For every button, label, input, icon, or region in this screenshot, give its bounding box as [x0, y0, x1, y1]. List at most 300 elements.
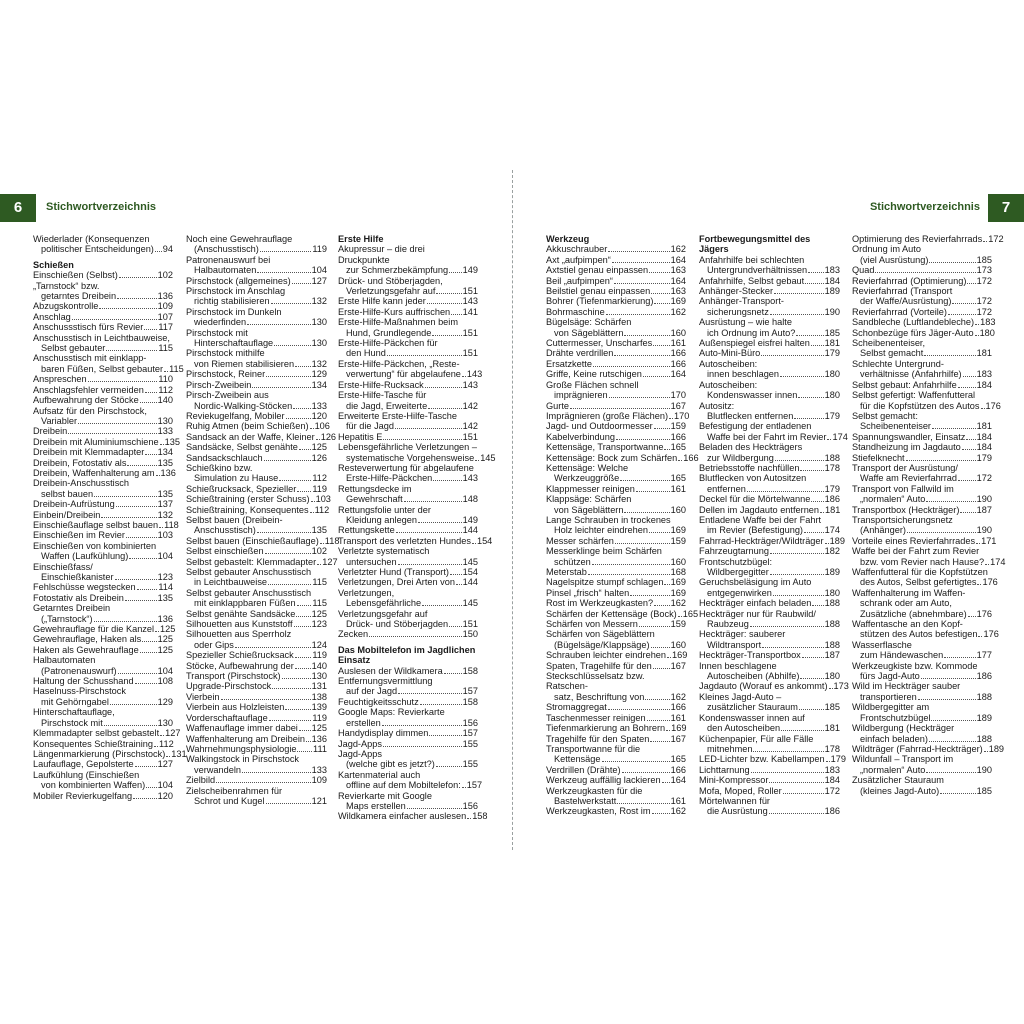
- page-ref: 183: [824, 265, 840, 276]
- entry-line: [33, 666, 173, 676]
- page-ref: 190: [976, 494, 992, 505]
- page-ref: 127: [157, 759, 173, 770]
- page-ref: 187: [976, 504, 992, 515]
- entry-line: [186, 692, 327, 702]
- entry-text: Schrot und Kugel: [194, 795, 265, 806]
- index-entry: [852, 265, 992, 275]
- page-ref: 185: [824, 327, 840, 338]
- index-entry: [546, 786, 686, 807]
- entry-text: verwertung“ für abgelaufene: [346, 369, 461, 380]
- page-ref: 125: [311, 723, 327, 734]
- entry-line: [852, 650, 992, 660]
- entry-line: [186, 640, 327, 650]
- page-ref: 133: [157, 426, 173, 437]
- section-heading: Werkzeug: [546, 234, 590, 244]
- page-ref: 111: [313, 743, 327, 754]
- page-ref: 159: [670, 421, 686, 432]
- page-ref: 169: [671, 723, 687, 734]
- entry-text: Klappsäge: Schärfen: [546, 494, 632, 505]
- page-ref: 102: [157, 270, 173, 281]
- entry-text: Axt „aufpimpen“: [546, 254, 611, 265]
- index-entry: [33, 467, 176, 478]
- entry-text: satz, Beschriftung von: [554, 691, 645, 702]
- dot-leader: [985, 564, 989, 565]
- dot-leader: [387, 355, 462, 356]
- index-entry: [852, 411, 992, 432]
- entry-text: bzw. vom Revier nach Hause?: [860, 556, 985, 567]
- entry-text: zum Händewaschen: [860, 650, 944, 661]
- dot-leader: [135, 766, 157, 767]
- dot-leader: [257, 532, 311, 533]
- entry-text: Verletzungsgefahr auf: [338, 608, 428, 619]
- entry-line: [546, 598, 686, 608]
- page-ref: 104: [157, 551, 173, 562]
- index-entry: [852, 327, 995, 338]
- dot-leader: [976, 543, 980, 544]
- index-entry: [699, 442, 840, 463]
- running-header-right: Stichwortverzeichnis: [869, 201, 980, 213]
- entry-text: für die Jagd: [346, 421, 395, 432]
- section-heading: Fortbewegungsmittel des Jägers: [699, 234, 811, 255]
- entry-text: mitnehmen: [707, 743, 753, 754]
- entry-text: stützen des Autos befestigen: [860, 629, 978, 640]
- entry-text: Selbst gebastelt: Klemmadapter: [186, 556, 317, 567]
- index-entry: [546, 338, 686, 348]
- entry-text: Anfahrhilfe, Selbst gebaut: [699, 275, 805, 286]
- page-ref: 94: [162, 244, 173, 255]
- entry-line: [186, 442, 327, 452]
- index-entry: [699, 754, 846, 765]
- entry-text: Heckträger-Transportbox: [699, 650, 801, 661]
- dot-leader: [125, 600, 157, 601]
- entry-line: [546, 765, 686, 775]
- page-ref: 136: [311, 733, 327, 744]
- dot-leader: [829, 688, 833, 689]
- index-entry: [546, 546, 686, 567]
- dot-leader: [592, 564, 670, 565]
- entry-text: Halbautomaten: [194, 265, 257, 276]
- index-entry: [852, 505, 992, 515]
- dot-leader: [958, 387, 976, 388]
- index-entry: [699, 535, 845, 546]
- entry-line: [338, 401, 478, 411]
- dot-leader: [299, 449, 311, 450]
- entry-line: [852, 743, 1005, 754]
- entry-text: die Ausrüstung: [707, 806, 768, 817]
- index-entry: [186, 723, 327, 733]
- entry-line: [852, 234, 1004, 244]
- page-ref: 158: [462, 696, 478, 707]
- index-entry: [33, 426, 173, 436]
- entry-text: Cuttermesser, Unscharfes: [546, 338, 653, 349]
- entry-text: Selbst gemacht: [860, 348, 924, 359]
- entry-line: [33, 780, 173, 790]
- entry-line: [852, 421, 992, 431]
- index-entry: [699, 557, 840, 578]
- page-ref: 158: [462, 665, 478, 676]
- entry-text: Schrauben leichter eindrehen: [546, 650, 667, 661]
- entry-text: Selbst genähte Sandsäcke: [186, 608, 296, 619]
- dot-leader: [808, 272, 824, 273]
- entry-line: [852, 692, 992, 702]
- page-ref: 188: [824, 452, 840, 463]
- dot-leader: [804, 532, 824, 533]
- entry-line: [699, 307, 840, 317]
- section-heading: Erste Hilfe: [338, 234, 384, 244]
- page-ref: 140: [311, 660, 327, 671]
- index-entry: [33, 333, 173, 354]
- page-ref: 130: [311, 317, 327, 328]
- index-entry: [546, 536, 686, 546]
- entry-line: [338, 286, 478, 296]
- index-entry: [852, 317, 996, 328]
- entry-text: (Anhänger): [860, 525, 906, 536]
- entry-text: Standheizung im Jagdauto: [852, 442, 961, 453]
- dot-leader: [978, 636, 982, 637]
- entry-line: [546, 359, 686, 369]
- index-entry: [699, 609, 840, 630]
- dot-leader: [751, 772, 824, 773]
- page-ref: 169: [670, 577, 686, 588]
- page-ref: 184: [976, 379, 992, 390]
- entry-line: [852, 380, 992, 390]
- index-entry: [33, 406, 173, 427]
- dot-leader: [398, 564, 462, 565]
- entry-text: Kettensäge, Transportwanne: [546, 442, 664, 453]
- page-ref: 136: [160, 467, 176, 478]
- index-entry: [852, 775, 992, 796]
- dot-leader: [966, 439, 975, 440]
- entry-line: [33, 728, 181, 739]
- index-entry: [33, 634, 173, 644]
- entry-line: [852, 432, 992, 442]
- entry-text: Silhouetten aus Sperrholz: [186, 629, 292, 640]
- index-entry: [186, 619, 327, 629]
- entry-text: Wildtransport: [707, 639, 762, 650]
- dot-leader: [794, 418, 823, 419]
- index-entry: [186, 744, 327, 754]
- entry-line: [699, 265, 840, 275]
- entry-line: [852, 505, 992, 515]
- entry-text: Jagd-Apps: [338, 748, 382, 759]
- entry-text: Wildkamera einfacher auslesen: [338, 811, 467, 822]
- index-entry: [33, 478, 173, 499]
- page-ref: 190: [976, 764, 992, 775]
- entry-text: Auslesen der Wildkamera: [338, 665, 443, 676]
- dot-leader: [383, 746, 462, 747]
- entry-text: Ordnung im Auto: [852, 244, 921, 255]
- dot-leader: [796, 335, 823, 336]
- entry-text: Dreibein, Waffenhalterung am: [33, 467, 155, 478]
- page-ref: 156: [462, 717, 478, 728]
- entry-line: [338, 452, 496, 463]
- page-ref: 166: [683, 452, 699, 463]
- index-entry: [338, 442, 496, 463]
- page-ref: 166: [670, 431, 686, 442]
- page-ref: 157: [462, 728, 478, 739]
- entry-text: Nordic-Walking-Stöcken: [194, 400, 293, 411]
- entry-line: [33, 467, 176, 478]
- dot-leader: [669, 418, 673, 419]
- entry-line: [546, 338, 686, 348]
- entry-text: im Revier (Befestigung): [707, 525, 803, 536]
- entry-text: Wildunfall – Transport im: [852, 754, 954, 765]
- page-ref: 143: [462, 296, 478, 307]
- entry-line: [186, 671, 327, 681]
- page-ref: 129: [157, 696, 173, 707]
- entry-text: Jagdauto (Worauf es ankommt): [699, 681, 828, 692]
- entry-text: Hepatitis E: [338, 431, 383, 442]
- page-ref: 151: [462, 327, 478, 338]
- entry-text: Waffenhalterung am Dreibein: [186, 733, 305, 744]
- dot-leader: [780, 376, 824, 377]
- entry-line: [546, 328, 686, 338]
- index-entry: [546, 702, 686, 712]
- entry-text: Verletzter Hund (Transport): [338, 567, 449, 577]
- page-ref: 166: [670, 764, 686, 775]
- index-entry: [338, 484, 478, 505]
- dot-leader: [127, 465, 156, 466]
- page-ref: 181: [824, 723, 840, 734]
- dot-leader: [94, 621, 157, 622]
- entry-text: Fehlschüsse wegstecken: [33, 582, 136, 593]
- entry-text: Kleines Jagd-Auto –: [699, 691, 782, 702]
- dot-leader: [140, 652, 157, 653]
- entry-line: [546, 442, 686, 452]
- page-ref: 151: [462, 286, 478, 297]
- index-entry: [186, 546, 327, 556]
- page-ref: 172: [976, 275, 992, 286]
- dot-leader: [750, 626, 824, 627]
- entry-line: [852, 255, 992, 265]
- dot-leader: [247, 324, 311, 325]
- entry-text: Spannungswandler, Einsatz: [852, 431, 966, 442]
- index-entry: [852, 276, 992, 286]
- page-ref: 172: [976, 473, 992, 484]
- dot-leader: [967, 283, 975, 284]
- entry-line: [338, 557, 478, 567]
- index-entry: [699, 765, 840, 775]
- page-ref: 185: [976, 254, 992, 265]
- entry-text: Stöcke, Aufbewahrung der: [186, 660, 294, 671]
- entry-text: Schießtraining (erster Schuss): [186, 494, 310, 505]
- dot-leader: [921, 678, 976, 679]
- page-ref: 123: [157, 572, 173, 582]
- page-ref: 123: [311, 619, 327, 630]
- page-ref: 115: [312, 598, 327, 609]
- dot-leader: [294, 626, 311, 627]
- dot-leader: [820, 512, 824, 513]
- page-ref: 184: [976, 431, 992, 442]
- dot-leader: [651, 293, 669, 294]
- dot-leader: [948, 314, 976, 315]
- entry-text: Transport von Fallwild im: [852, 483, 954, 494]
- index-entry: [546, 421, 686, 431]
- dot-leader: [395, 428, 462, 429]
- entry-text: Pirschstock mit: [41, 717, 103, 728]
- dot-leader: [617, 803, 669, 804]
- entry-line: [338, 525, 478, 535]
- entry-line: [338, 619, 478, 629]
- entry-line: [546, 421, 686, 431]
- entry-text: Haselnuss-Pirschstock: [33, 686, 126, 697]
- dot-leader: [798, 397, 823, 398]
- dot-leader: [104, 725, 157, 726]
- entry-text: (welche gibt es jetzt?): [346, 759, 435, 770]
- index-entry: [33, 270, 173, 280]
- index-column-5: [699, 234, 849, 817]
- entry-text: politischer Entscheidungen): [41, 244, 154, 255]
- dot-leader: [636, 491, 670, 492]
- entry-line: [186, 619, 327, 629]
- dot-leader: [320, 543, 324, 544]
- entry-line: [186, 525, 327, 535]
- dot-leader: [812, 605, 823, 606]
- entry-text: Anspreschen: [33, 374, 87, 385]
- dot-leader: [407, 808, 462, 809]
- dot-leader: [769, 782, 823, 783]
- index-entry: [33, 385, 173, 395]
- dot-leader: [608, 251, 669, 252]
- entry-text: Hund, Grundlegende: [346, 327, 432, 338]
- dot-leader: [145, 454, 156, 455]
- index-entry: [852, 546, 1006, 567]
- entry-text: Anschusstisch in Leichtbauweise,: [33, 332, 170, 343]
- entry-line: [33, 426, 173, 436]
- index-entry: [338, 307, 478, 317]
- index-entry: [33, 447, 173, 457]
- page-ref: 171: [981, 535, 997, 546]
- index-entry: [699, 546, 840, 556]
- index-entry: [338, 707, 478, 728]
- dot-leader: [450, 574, 462, 575]
- page-ref: 103: [157, 530, 173, 541]
- dot-leader: [216, 782, 311, 783]
- entry-text: Klemmadapter selbst gebastelt: [33, 728, 160, 739]
- index-entry: [852, 484, 992, 505]
- entry-text: Silhouetten aus Kunststoff: [186, 619, 293, 630]
- page-ref: 150: [462, 629, 478, 640]
- page-ref: 126: [320, 431, 337, 442]
- dot-leader: [110, 704, 157, 705]
- page-ref: 136: [157, 291, 173, 302]
- entry-line: [338, 811, 488, 822]
- entry-line: [186, 702, 327, 712]
- entry-line: [699, 338, 840, 348]
- entry-line: [338, 567, 478, 577]
- entry-text: Kettensäge: [554, 754, 601, 765]
- entry-text: mit Gehörngabel: [41, 696, 109, 707]
- entry-text: verwandeln: [194, 764, 241, 775]
- entry-text: Einschießen im Revier: [33, 530, 125, 541]
- index-entry: [546, 661, 686, 671]
- dot-leader: [960, 512, 975, 513]
- index-entry: [338, 749, 478, 770]
- dot-leader: [449, 626, 462, 627]
- index-entry: [699, 401, 840, 422]
- entry-line: [186, 504, 330, 515]
- entry-text: Ruhig Atmen (beim Schießen): [186, 421, 309, 432]
- page-ref: 165: [670, 473, 686, 484]
- dot-leader: [805, 283, 823, 284]
- page-ref: 180: [979, 327, 995, 338]
- entry-line: [546, 276, 686, 286]
- index-entry: [546, 494, 686, 515]
- entry-text: Dreibein mit Klemmadapter: [33, 447, 145, 458]
- dot-leader: [135, 683, 157, 684]
- index-entry: [33, 458, 173, 468]
- page-ref: 188: [976, 691, 992, 702]
- index-entry: [852, 754, 992, 775]
- index-entry: [186, 588, 327, 609]
- entry-text: Verletzungen, Drei Arten von: [338, 577, 455, 588]
- page-ref: 172: [976, 306, 992, 317]
- page-ref: 180: [824, 390, 840, 401]
- entry-line: [852, 348, 992, 358]
- entry-text: „normalen“ Auto: [860, 494, 926, 505]
- running-header-left: Stichwortverzeichnis: [46, 201, 157, 213]
- entry-line: [186, 723, 327, 733]
- entry-line: [33, 748, 187, 759]
- page-ref: 109: [311, 775, 327, 786]
- dot-leader: [436, 293, 461, 294]
- page-ref: 186: [824, 806, 840, 817]
- entry-line: [338, 629, 478, 639]
- entry-text: Transport der Ausrüstung/: [852, 462, 958, 473]
- entry-text: „normalen“ Auto: [860, 764, 926, 775]
- page-ref: 129: [311, 369, 327, 380]
- entry-text: Waffenauflage immer dabei: [186, 723, 298, 734]
- index-entry: [338, 697, 478, 707]
- entry-text: Längenmarkierung (Pirschstock): [33, 748, 166, 759]
- dot-leader: [907, 532, 976, 533]
- page-ref: 167: [670, 400, 686, 411]
- entry-line: [186, 765, 327, 775]
- page-ref: 170: [670, 390, 686, 401]
- entry-line: [338, 801, 478, 811]
- index-entry: [699, 494, 840, 504]
- page-ref: 112: [159, 738, 174, 749]
- entry-text: (kleines Jagd-Auto): [860, 785, 940, 796]
- entry-text: Schärfen von Sägeblättern: [546, 629, 655, 640]
- page-ref: 189: [824, 286, 840, 297]
- page-ref: 149: [462, 514, 478, 525]
- index-entry: [699, 421, 848, 442]
- entry-text: untersuchen: [346, 556, 397, 567]
- entry-text: Aufsatz für den Pirschstock,: [33, 405, 147, 416]
- dot-leader: [317, 564, 321, 565]
- entry-text: Gurte: [546, 400, 569, 411]
- entry-text: Upgrade-Pirschstock: [186, 681, 272, 692]
- dot-leader: [678, 460, 682, 461]
- dot-leader: [977, 584, 981, 585]
- dot-leader: [761, 355, 823, 356]
- index-entry: [33, 593, 173, 603]
- page-ref: 188: [824, 598, 840, 609]
- entry-text: Simulation zu Hause: [194, 473, 279, 484]
- page-ref: 141: [462, 306, 478, 317]
- entry-line: [186, 598, 327, 608]
- entry-text: Zusätzliche (abnehmbare): [860, 608, 967, 619]
- index-entry: [699, 276, 840, 286]
- dot-leader: [159, 527, 163, 528]
- index-entry: [546, 296, 686, 306]
- index-entry: [546, 734, 686, 744]
- entry-line: [699, 390, 840, 400]
- entry-line: [699, 484, 840, 494]
- page-ref: 143: [462, 473, 478, 484]
- page-ref: 180: [824, 369, 840, 380]
